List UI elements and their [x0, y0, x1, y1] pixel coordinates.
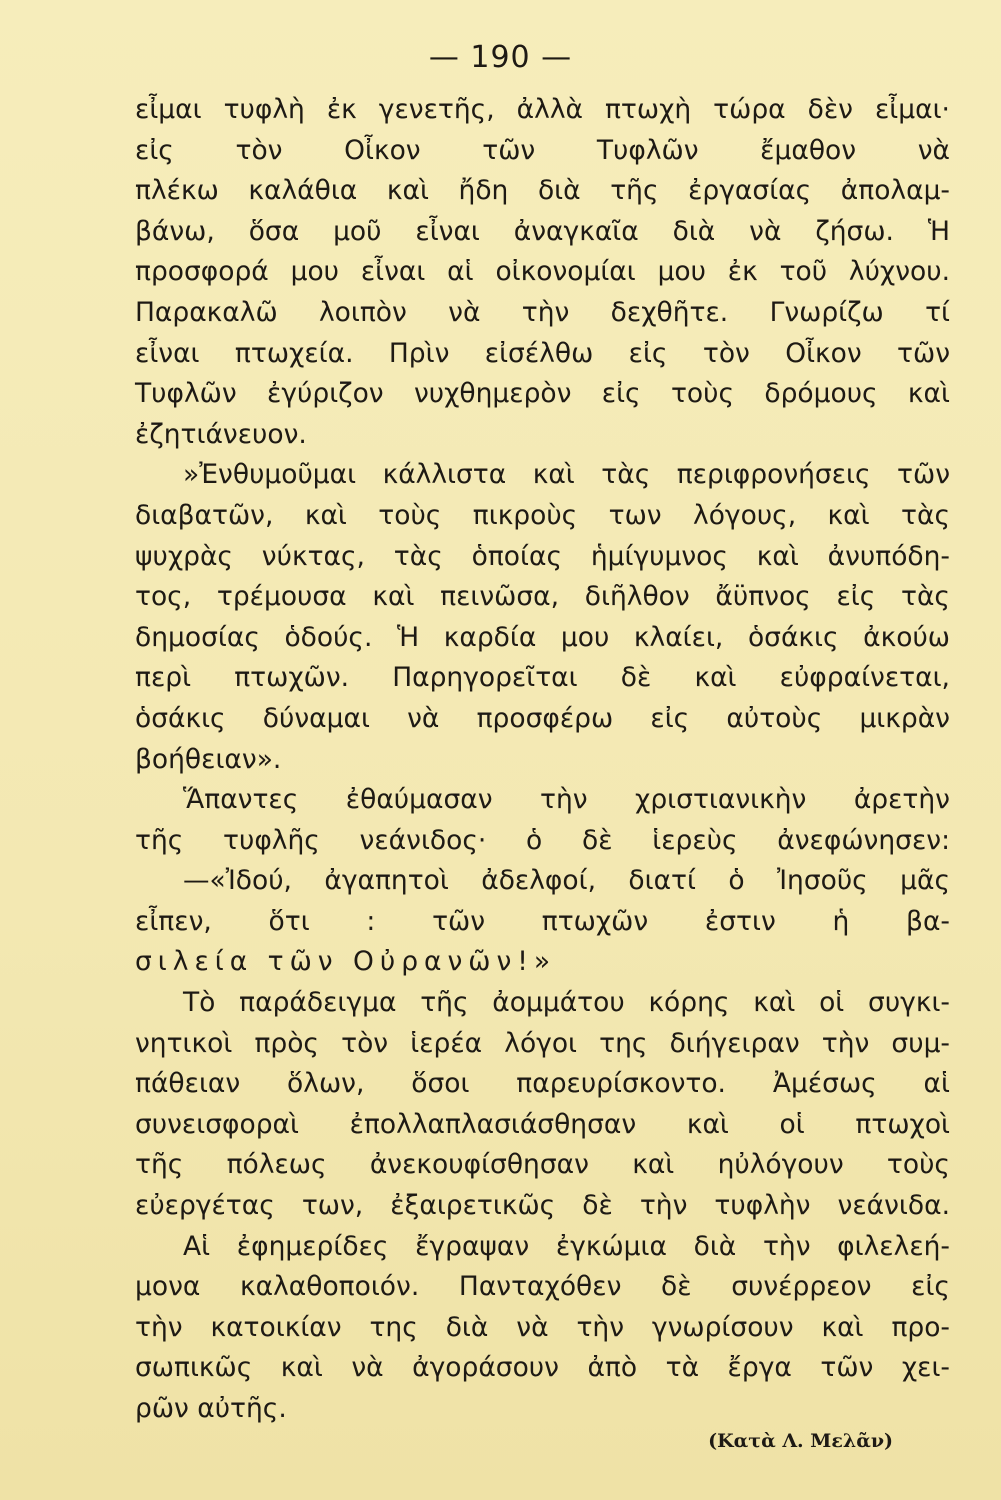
- text-line: πλέκω καλάθια καὶ ἤδη διὰ τῆς ἐργασίας ἀπολαμ-: [135, 175, 950, 207]
- text-line: βοήθειαν».: [135, 743, 282, 775]
- text-line: εὐεργέτας των, ἐξαιρετικῶς δὲ τὴν τυφλὴν νεάνιδα.: [135, 1190, 950, 1222]
- page-number: — 190 —: [428, 40, 573, 75]
- text-line: τος, τρέμουσα καὶ πεινῶσα, διῆλθον ἄϋπνος εἰς τὰς: [135, 581, 950, 613]
- text-line: Αἱ ἐφημερίδες ἔγραψαν ἐγκώμια διὰ τὴν φιλελεή-: [183, 1230, 950, 1262]
- text-line: Τυφλῶν ἐγύριζον νυχθημερὸν εἰς τοὺς δρόμους καὶ: [135, 378, 950, 410]
- text-line: συνεισφοραὶ ἐπολλαπλασιάσθησαν καὶ οἱ πτωχοὶ: [135, 1108, 950, 1140]
- text-line: σιλεία τῶν Οὐρανῶν!»: [135, 946, 557, 978]
- text-line: τὴν κατοικίαν της διὰ νὰ τὴν γνωρίσουν καὶ προ-: [135, 1311, 950, 1343]
- text-line: εἶπεν, ὅτι : τῶν πτωχῶν ἐστιν ἡ βα-: [135, 905, 950, 937]
- text-line: μονα καλαθοποιόν. Πανταχόθεν δὲ συνέρρεον εἰς: [135, 1271, 950, 1303]
- text-line: πάθειαν ὅλων, ὅσοι παρευρίσκοντο. Ἀμέσως αἱ: [135, 1068, 950, 1100]
- text-line: Ἅπαντες ἐθαύμασαν τὴν χριστιανικὴν ἀρετὴν: [183, 784, 950, 816]
- text-line: εἶναι πτωχεία. Πρὶν εἰσέλθω εἰς τὸν Οἶκον τῶν: [135, 337, 950, 369]
- text-line: —«Ἰδού, ἀγαπητοὶ ἀδελφοί, διατί ὁ Ἰησοῦς μᾶς: [183, 865, 950, 897]
- text-line: ψυχρὰς νύκτας, τὰς ὁποίας ἡμίγυμνος καὶ ἀνυπόδη-: [135, 540, 950, 572]
- text-line: περὶ πτωχῶν. Παρηγορεῖται δὲ καὶ εὐφραίνεται,: [135, 662, 950, 694]
- text-line: Παρακαλῶ λοιπὸν νὰ τὴν δεχθῆτε. Γνωρίζω τί: [135, 296, 950, 328]
- text-line: σωπικῶς καὶ νὰ ἀγοράσουν ἀπὸ τὰ ἔργα τῶν χει-: [135, 1352, 950, 1384]
- text-line: προσφορά μου εἶναι αἱ οἰκονομίαι μου ἐκ τοῦ λύχνου.: [135, 256, 950, 288]
- text-line: ρῶν αὐτῆς.: [135, 1393, 287, 1424]
- text-line: Τὸ παράδειγμα τῆς ἀομμάτου κόρης καὶ οἱ συγκι-: [183, 987, 950, 1019]
- text-line: »Ἐνθυμοῦμαι κάλλιστα καὶ τὰς περιφρονήσεις τῶν: [183, 459, 950, 491]
- text-line: εἰς τὸν Οἶκον τῶν Τυφλῶν ἔμαθον νὰ: [135, 134, 950, 166]
- text-line: βάνω, ὅσα μοῦ εἶναι ἀναγκαῖα διὰ νὰ ζήσω. Ἡ: [135, 215, 950, 247]
- text-line: διαβατῶν, καὶ τοὺς πικροὺς των λόγους, καὶ τὰς: [135, 499, 950, 531]
- attribution: (Κατὰ Λ. Μελᾶν): [708, 1430, 893, 1452]
- text-line: ἐζητιάνευον.: [135, 418, 307, 450]
- text-line: δημοσίας ὁδούς. Ἡ καρδία μου κλαίει, ὁσάκις ἀκούω: [135, 621, 950, 653]
- text-line: τῆς πόλεως ἀνεκουφίσθησαν καὶ ηὐλόγουν τοὺς: [135, 1149, 950, 1181]
- text-line: ὁσάκις δύναμαι νὰ προσφέρω εἰς αὐτοὺς μικρὰν: [135, 702, 950, 734]
- body-text: [135, 90, 950, 1430]
- text-line: εἶμαι τυφλὴ ἐκ γενετῆς, ἀλλὰ πτωχὴ τώρα δὲν εἶμαι·: [135, 94, 950, 125]
- text-line: νητικοὶ πρὸς τὸν ἱερέα λόγοι της διήγειραν τὴν συμ-: [135, 1027, 950, 1059]
- text-line: τῆς τυφλῆς νεάνιδος· ὁ δὲ ἱερεὺς ἀνεφώνησεν:: [135, 824, 950, 856]
